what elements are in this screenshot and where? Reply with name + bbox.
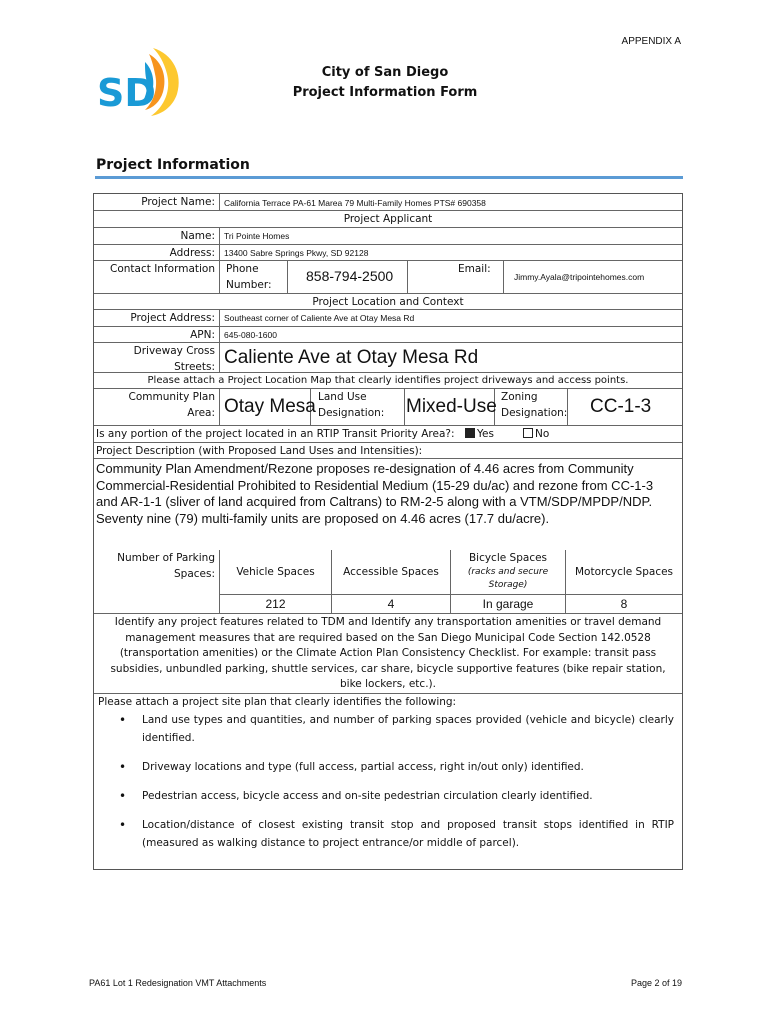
form-title: Project Information Form bbox=[292, 85, 478, 100]
address-label: Address: bbox=[169, 247, 215, 259]
email-value: Jimmy.Ayala@tripointehomes.com bbox=[514, 272, 645, 282]
name-value: Tri Pointe Homes bbox=[224, 231, 290, 241]
rtip-no-checkbox[interactable] bbox=[523, 428, 533, 438]
land-use-value: Mixed-Use bbox=[406, 396, 497, 417]
section-divider bbox=[95, 176, 683, 179]
location-heading: Project Location and Context bbox=[312, 296, 464, 308]
parking-label: Number of Parking Spaces: bbox=[117, 552, 215, 580]
bicycle-spaces-value: In garage bbox=[482, 597, 534, 611]
footer-page-number: Page 2 of 19 bbox=[630, 978, 682, 988]
community-plan-label: Community Plan Area: bbox=[128, 391, 215, 419]
name-label: Name: bbox=[180, 230, 215, 242]
rtip-no-option[interactable]: No bbox=[523, 426, 549, 442]
rtip-yes-option[interactable]: Yes bbox=[465, 426, 494, 442]
phone-label: Phone Number: bbox=[226, 263, 272, 291]
project-address-label: Project Address: bbox=[130, 312, 215, 324]
appendix-label: APPENDIX A bbox=[621, 36, 681, 47]
svg-text:SD: SD bbox=[97, 71, 156, 115]
tdm-note: Identify any project features related to TDM and Identify any transportation amenities or travel demand management measures that are required based on the San Diego Municipal Code Section 142.0528 (transportation amenities) or the Climate Action Plan Consistency Checklist. For example: transit pass subsidies, unbundled parking, shuttle services, car share, bicycle supportive features (bike repair station, bike lockers, etc.). bbox=[110, 616, 666, 691]
city-name: City of San Diego bbox=[321, 65, 449, 80]
driveway-label: Driveway Cross Streets: bbox=[133, 345, 215, 373]
site-plan-intro: Please attach a project site plan that clearly identifies the following: bbox=[98, 696, 457, 708]
driveway-value: Caliente Ave at Otay Mesa Rd bbox=[224, 347, 479, 368]
apn-label: APN: bbox=[190, 329, 215, 341]
apn-value: 645-080-1600 bbox=[224, 330, 277, 340]
zoning-value: CC-1-3 bbox=[590, 396, 652, 417]
list-item: • Land use types and quantities, and number of parking spaces provided (vehicle and bicycle) clearly identified. bbox=[114, 711, 674, 747]
applicant-heading: Project Applicant bbox=[343, 213, 433, 225]
list-item: • Location/distance of closest existing transit stop and proposed transit stops identified in RTIP (measured as walking distance to project entrance/or middle of parcel). bbox=[114, 816, 674, 852]
community-plan-value: Otay Mesa bbox=[224, 396, 316, 417]
footer-document-name: PA61 Lot 1 Redesignation VMT Attachments bbox=[89, 978, 267, 988]
zoning-label: Zoning Designation: bbox=[501, 391, 568, 419]
list-item: • Pedestrian access, bicycle access and on-site pedestrian circulation clearly identified. bbox=[114, 787, 674, 805]
project-information-form bbox=[93, 193, 683, 870]
land-use-label: Land Use Designation: bbox=[318, 391, 385, 419]
vehicle-spaces-label: Vehicle Spaces bbox=[236, 566, 315, 578]
motorcycle-spaces-value: 8 bbox=[620, 597, 628, 611]
project-name-value: California Terrace PA-61 Marea 79 Multi-Family Homes PTS# 690358 bbox=[224, 198, 486, 208]
motorcycle-spaces-label: Motorcycle Spaces bbox=[574, 566, 674, 578]
bicycle-spaces-label: Bicycle Spaces (racks and secure Storage) bbox=[467, 552, 549, 590]
vehicle-spaces-value: 212 bbox=[265, 597, 286, 611]
section-title: Project Information bbox=[96, 157, 250, 173]
project-name-label: Project Name: bbox=[141, 196, 215, 208]
email-label: Email: bbox=[458, 263, 491, 275]
accessible-spaces-label: Accessible Spaces bbox=[343, 566, 439, 578]
project-description: Community Plan Amendment/Rezone proposes re-designation of 4.46 acres from Community Commercial-Residential Prohibited to Residential Medium (15-29 du/ac) and rezone from CC-1-3 and AR-1-1 (sliver of land acquired from Caltrans) to RM-2-5 along with a VTM/SDP/MPDP/NDP. Seventy nine (79) multi-family units are proposed on 4.46 acres (17.7 du/acre). bbox=[96, 461, 654, 526]
rtip-question: Is any portion of the project located in an RTIP Transit Priority Area?: bbox=[96, 428, 455, 440]
description-heading: Project Description (with Proposed Land Uses and Intensities): bbox=[96, 445, 423, 457]
project-address-value: Southeast corner of Caliente Ave at Otay Mesa Rd bbox=[224, 313, 415, 323]
attach-map-note: Please attach a Project Location Map that clearly identifies project driveways and access points. bbox=[147, 375, 629, 386]
rtip-yes-checkbox[interactable] bbox=[465, 428, 475, 438]
form-heading bbox=[0, 63, 770, 103]
phone-value: 858-794-2500 bbox=[306, 268, 394, 284]
contact-label: Contact Information bbox=[110, 263, 215, 275]
list-item: • Driveway locations and type (full access, partial access, right in/out only) identified. bbox=[114, 758, 674, 776]
address-value: 13400 Sabre Springs Pkwy, SD 92128 bbox=[224, 248, 369, 258]
site-plan-requirements bbox=[114, 711, 674, 863]
accessible-spaces-value: 4 bbox=[387, 597, 395, 611]
